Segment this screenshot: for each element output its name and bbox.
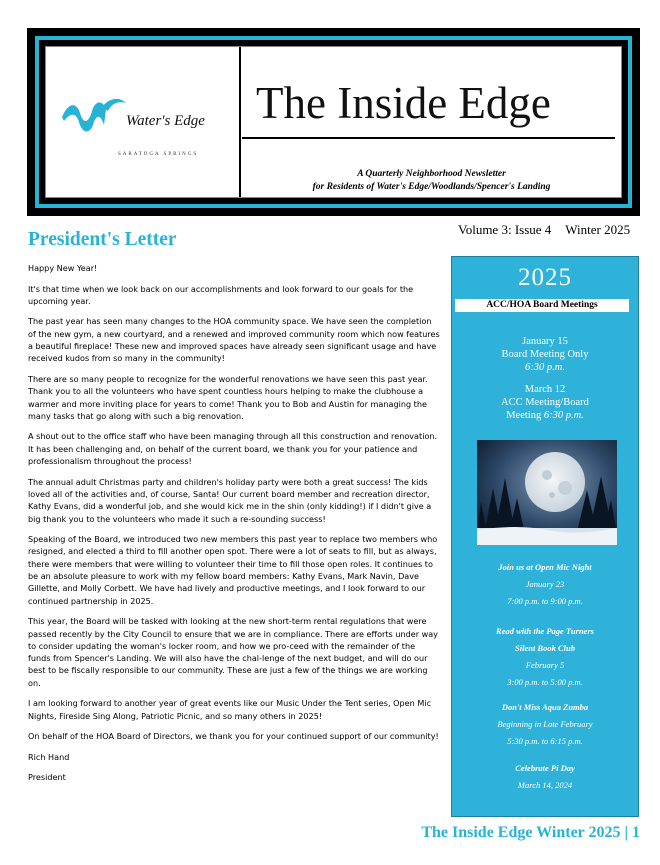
logo-subtitle: SARATOGA SPRINGS — [118, 152, 199, 157]
issue-volume: Volume 3: Issue 4 — [458, 222, 552, 237]
meeting-name: Board Meeting Only — [501, 349, 589, 360]
letter-paragraph: The past year has seen many changes to the HOA community space. We have seen the completion of the new gym, a new courtyard, and a renewed and improved community room which now features a beautiful fireplace! These new and improved spaces have already seen significant usage and have received kudos from so many in the community! — [28, 316, 440, 364]
event-title: Read with the Page Turners — [496, 626, 594, 636]
meeting-time: 6:30 p.m. — [525, 362, 565, 373]
title-rule — [242, 137, 615, 139]
event-open-mic — [452, 559, 638, 610]
letter-paragraph: There are so many people to recognize for the wonderful renovations we have seen this past year. Thank you to all the volunteers who have spent countless hours helping to make the clubhouse a warmer and more inviting place for years to come! Thank you to Bob and Austin for managing the many tasks that go along with such a big renovation. — [28, 373, 428, 421]
waters-edge-logo — [58, 87, 223, 157]
newsletter-title: The Inside Edge — [256, 78, 551, 128]
meeting-time: 6:30 p.m. — [543, 410, 584, 421]
presidents-letter — [28, 262, 440, 792]
letter-paragraph: It's that time when we look back on our accomplishments and look forward to our goals for the upcoming year. — [28, 283, 414, 306]
letter-paragraph: On behalf of the HOA Board of Directors, we thank you for your continued support of our community! — [28, 731, 439, 742]
tagline-line-1: A Quarterly Neighborhood Newsletter — [357, 169, 506, 179]
meeting-date: January 15 — [522, 336, 568, 347]
event-title: Celebrate Pi Day — [515, 763, 575, 773]
sidebar-year: 2025 — [518, 264, 572, 291]
presidents-letter-title: President's Letter — [28, 229, 177, 250]
event-time: 5:30 p.m. to 6:15 p.m. — [507, 736, 583, 746]
logo-name: Water's Edge — [126, 113, 205, 129]
letter-paragraph: This year, the Board will be tasked with looking at the new short-term rental regulations that were passed recently by the City Council to ensure that we are in compliance. There are efforts under way to consider updating the woman's locker room, and how we pro-ceed with the remainder of the funds from Spencer's Landing. We will also have the chal-lenge of the next budget, and will do our best to be fiscally responsible to our community. These are just a few of the things we are working on. — [28, 616, 438, 688]
event-title: Join us at Open Mic Night — [498, 562, 592, 572]
event-date: Beginning in Late February — [497, 719, 593, 729]
event-book-club — [452, 623, 638, 691]
letter-paragraph: I am looking forward to another year of great events like our Music Under the Tent series, Open Mic Nights, Fireside Sing Along, Patriotic Picnic, and so many others in 2025! — [28, 698, 432, 721]
page-footer: The Inside Edge Winter 2025 | 1 — [421, 824, 640, 841]
letter-paragraph: The annual adult Christmas party and children's holiday party were both a great success! The kids loved all of the activities and, of course, Santa! Our current board member and recreation director, Kathy Evans, did a wonderful job, and she would kick me in the shin (only kidding!) if I didn't give a big thank you to the volunteers who made it such a re-sounding success! — [28, 476, 432, 524]
masthead-divider — [239, 47, 241, 197]
event-time: 3:00 p.m. to 5:00 p.m. — [507, 677, 583, 687]
meeting-name: ACC Meeting/Board — [501, 397, 589, 408]
event-date: February 5 — [525, 660, 565, 670]
newsletter-tagline — [242, 168, 621, 194]
tagline-line-2: for Residents of Water's Edge/Woodlands/Spencer's Landing — [312, 182, 551, 192]
issue-season: Winter 2025 — [565, 222, 631, 237]
event-date: January 23 — [525, 579, 565, 589]
masthead — [27, 28, 640, 216]
meeting-name-cont: Meeting — [506, 410, 542, 421]
events-sidebar — [451, 256, 639, 817]
event-time: 7:00 p.m. to 9:00 p.m. — [507, 596, 583, 606]
event-date: March 14, 2024 — [517, 780, 573, 790]
letter-paragraph: Speaking of the Board, we introduced two new members this past year to replace two members who resigned, and elected a third to fill another open spot. There were a lot of seats to fill, but as always, there were members that were willing to volunteer their time to fill those open roles. It continues to be an absolute pleasure to work with my fellow board members: Kathy Evans, Mark Navin, Dave Gillette, and Molly Corbett. We have had lively and productive meetings, and I look forward to our continued partnership in 2025. — [28, 534, 438, 606]
signature-name: Rich Hand — [28, 751, 70, 762]
letter-paragraph: Happy New Year! — [28, 263, 98, 273]
meeting-date: March 12 — [524, 384, 566, 395]
event-title-cont: Silent Book Club — [515, 643, 575, 653]
issue-info — [458, 222, 630, 238]
wave-logo-icon — [58, 95, 128, 140]
meeting-march — [452, 383, 638, 422]
event-aqua-zumba — [452, 699, 638, 750]
letter-paragraph: A shout out to the office staff who have been managing through all this construction and renovation. It has been challenging and, on behalf of the current board, we thank you for your patience and professionalism throughout the process! — [28, 431, 438, 467]
masthead-inner — [45, 46, 622, 198]
board-meetings-heading: ACC/HOA Board Meetings — [455, 299, 629, 312]
meeting-january — [452, 335, 638, 374]
signature-title: President — [28, 772, 66, 783]
event-title: Don't Miss Aqua Zumba — [501, 702, 589, 712]
winter-moon-image — [477, 440, 617, 545]
event-pi-day — [452, 760, 638, 794]
